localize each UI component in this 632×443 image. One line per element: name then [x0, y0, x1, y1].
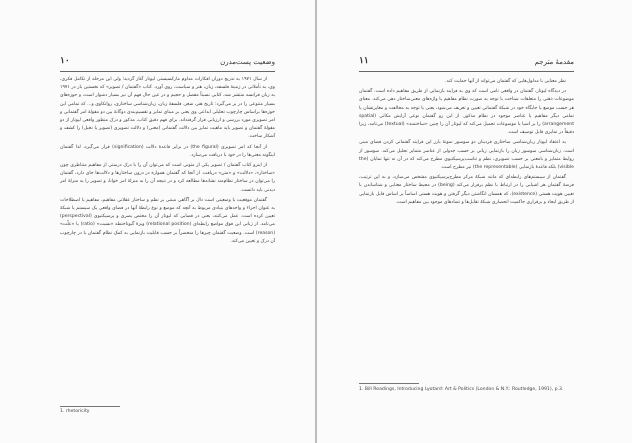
left-paragraph-1: از سال ۱۹۷۱ به تدریج دوران افکارات مداوم مارکسیستی لیوتار آغاز گردید؛ ولی این مرحله از تکامل فکری، وی، به تأملاتی در زمینهٔ فلسفه، زبان، هنر و سیاست، روی آورد. کتاب «گفتمان / تصویر» که نخستین بار در ۱۹۷۱ به زبان فرانسه منتشر شد، کتابی نسبتاً مفصل و حجیم و در عین حال فهم آن نیز بسیار دشوار است، و حوزه‌های بسیار متنوعی را در بر می‌گیرد: تاریخ هنر، شعر، فلسفهٔ زبان، زبان‌شناسی ساختاری، روانکاوی و... که تمامی این حوزه‌ها براساس چارچوب تحلیلی ابداعی وی یعنی بر مبنای تمایز و تقسیم‌بندی دوگانهٔ بین دو مقولهٔ امر گفتمانی و امر تصویری مورد بررسی و ارزیابی قرار گرفته‌اند. برای فهم دقیق کتاب، مذکور و درک منظور واقعی لیوتار از دو مقولهٔ گفتمان و تصویر باید ماهیت تمایز بین دلالت گفتمانی (معنی) و دلالت تصویری (تصویر یا تخیل) را کشف و آشکار ساخت.: [60, 77, 275, 140]
left-page-number: ۱۰: [60, 56, 70, 66]
left-paragraph-2: از آنجا که امر تصویری (the figural) در برابر قاعدهٔ دلالت (signification) قرار می‌گیرد، لذا گفتمان اینگونه معنی‌ها را در خود با دریافت می‌سازد.: [60, 144, 275, 158]
left-paragraph-3: از اینرو کتاب گفتمان / تصویر یکی از متونی است که می‌توان آن را با درک درستی از مفاهیم متناظری چون «ساختار»، «دلالت» و «متن» دریافت. از آنجا که گفتمان همواره در درون ساختارها و دلالت‌ها جای دارد، گفتمان را می‌توان در ساختار نظام‌مند نشانه‌ها مطالعه کرد و در نتیجه آن را به منزلهٔ امر خوانا، و تصویر را به منزلهٔ امر دیدنی باید دانست.: [60, 163, 275, 193]
left-paragraph-4: گفتمان موقعیت یا وضعیتی است دال بر آگاهی مبتنی بر نظم و ساختار عقلانی مفاهیم، مفاهیم یا اصطلاحات به عنوان اجزاء و واحدهای بنیادی مربوط به آنچه که موضع و نوع رابطهٔ آنها در فضای واقعی یک سیستم یا شبکهٔ تعیین کرده است. عمل می‌کنند، یعنی در فضایی که لیوتار آن را مختص بصری و پرسپکتیوی (perspectival) می‌نامد. از زبانی این فوق مواضع رابطه‌ای (relational position) ویژهٔ گیوتاختطه «نسبت» (ratio) یا «علّت» (reason) است. وضعیت گفتمان چیزها را منحصراً بر حسب قابلیت بازنمایی به کمک نظام گفتمان با در چارچوب آن درک و تعیین می‌کند.: [60, 197, 275, 244]
left-footnote: 1. rhetoricity: [60, 409, 90, 414]
right-footnote-rule: [359, 383, 419, 384]
left-running-head: وضعیت پست‌مدرن: [220, 58, 275, 66]
left-footnote-rule: [60, 406, 120, 407]
right-running-head: مقدمهٔ مترجم: [534, 58, 574, 66]
left-page-body: [60, 76, 275, 248]
right-page-number: ۱۱: [359, 56, 369, 66]
left-page: [0, 0, 315, 443]
right-page-body: [359, 78, 574, 209]
right-paragraph-4: گفتمان از سیستم‌های رابطه‌ای که مانند شبکهٔ مرکز مطرح‌پرسپکتیوی مشخص می‌سازد، و به این ترتیب، فرضهٔ گفتمان هر اشیایی را در ارتباط با نظم برقرار می‌کند (being) در محیط ساختار معنایی و شناساندن با تعیین هویت هستی (existence)، که همسان انگاشتن دیگر گرفتن و هویت هستی اساساً بر اساس قابل بازنمایی از طریق ایجاد و برقراری حاکمیت انحصاری شبکهٔ تقابل‌ها و تضادهای موجود بین مفاهیم است.: [359, 175, 574, 205]
right-header-rule: [359, 71, 574, 72]
right-page-header: [359, 56, 574, 70]
right-paragraph-1: نظر معنایی با مدلول‌هایی که گفتمان می‌تواند از آنها حمایت کند.: [445, 79, 566, 84]
right-paragraph-2: در دیدگاه لیوتار، گفتمان در واقعی نامی است که وی به فرایند بازنمایی از طریق مفاهیم داده است. گفتمان موضوعات ذهنی را متعلقات شناخت با توجه به صورت نظام مفاهیم یا واژه‌های معنی‌ساختار دهی می‌کند. معنای هر حسب موضع یا جایگاه خود در شبکهٔ گفتمانی تعیین و تعریف می‌شود، یعنی با توجه به مخالفت و مغایرتشان با تمامی دیگر مفاهیم یا عناصر موجود در نظام مذکور. از این رو گفتمان نوعی آرایش مکانی (spatial arrangement) را بر اشیا یا موضوعات تحمیل می‌کند که لیوتار آن را چنین «ساختمند» (textual) می‌نامد، زیرا دقیقاً در تمایزی قابل توصیف است.: [359, 89, 575, 136]
right-footnote: 1. Bill Readings, Introducing Lyotard: Art & Politics (London & N.Y.: Routledge, 1991), p.3.: [359, 387, 564, 392]
right-paragraph-3: به اعتقاد لیوتار زبان‌شناسی ساختاری فردینان دو سوسور نمونهٔ بارز این فرایند گفتمانی کردن فضای مبنی است. زبان‌شناسی سوسور زبان را بازنمایی زبانی بر حسب جدولی از عناصر متمایز تحلیل می‌کند. سوسور از روابط متمایز و بامعنی بر حسب تصویری، نظم و تناسب‌پرسپکتیوی مطرح می‌کند که در آن نه تنها نمایان (the visible) بلکه قاعدهٔ بازنمایی (the representable) نیز مطرح است.: [359, 140, 574, 171]
left-header-rule: [60, 71, 275, 72]
right-page: [317, 0, 632, 443]
left-page-header: [60, 56, 275, 70]
